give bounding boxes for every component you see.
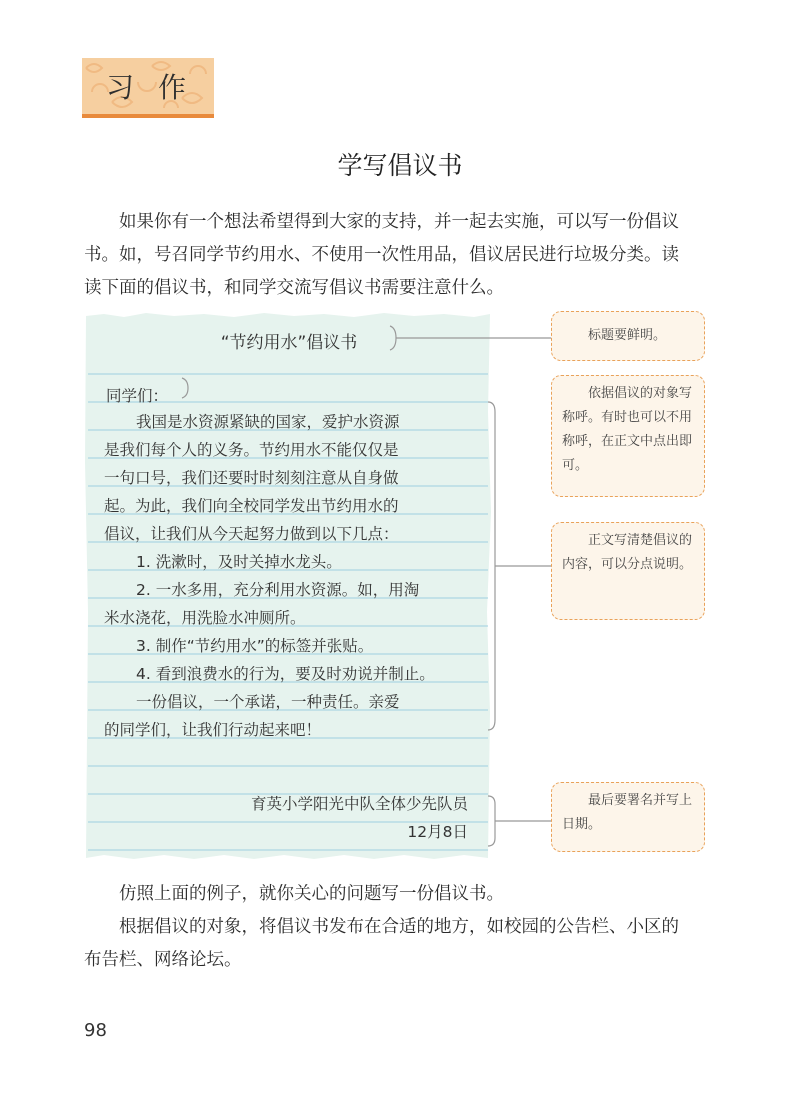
outro-paragraph [84,878,716,977]
intro-line-1: 如果你有一个想法希望得到大家的支持，并一起去实施，可以写一份倡议 [119,212,679,232]
letter-point-1: 1. 洗漱时，及时关掉水龙头。 [136,553,342,571]
letter-body-line: 我国是水资源紧缺的国家，爱护水资源 [136,413,400,431]
letter-point-4: 4. 看到浪费水的行为，要及时劝说并制止。 [136,665,435,683]
note-title: 标题要鲜明。 [551,311,705,361]
letter-body-line: 起。为此，我们向全校同学发出节约用水的 [104,497,399,515]
page-title: 学写倡议书 [337,151,463,180]
heading-bracket [390,326,396,350]
letter-signature: 育英小学阳光中队全体少先队员 [250,795,468,813]
note-signature: 最后要署名并写上日期。 [551,782,705,852]
intro-line-2: 书。如，号召同学节约用水、不使用一次性用品，倡议居民进行垃圾分类。读 [84,245,679,265]
letter-body-line: 一份倡议，一个承诺，一种责任。亲爱 [136,693,400,711]
letter-heading: “节约用水”倡议书 [220,333,358,353]
letter-body-line: 的同学们，让我们行动起来吧！ [104,721,322,739]
letter-point-2: 2. 一水多用，充分利用水资源。如，用淘 [136,581,420,599]
outro-line-1: 仿照上面的例子，就你关心的问题写一份倡议书。 [119,884,504,904]
note-salutation: 依据倡议的对象写称呼。有时也可以不用称呼，在正文中点出即可。 [551,375,705,497]
letter-body-line: 倡议，让我们从今天起努力做到以下几点： [104,525,399,543]
intro-line-3: 读下面的倡议书，和同学交流写倡议书需要注意什么。 [84,278,504,298]
body-bracket [488,402,495,730]
letter-salutation: 同学们： [106,387,169,405]
letter-point-3: 3. 制作“节约用水”的标签并张贴。 [136,637,374,655]
signature-bracket [488,796,495,846]
outro-line-2: 根据倡议的对象，将倡议书发布在合适的地方，如校园的公告栏、小区的 [119,917,679,937]
letter-body-line: 一句口号，我们还要时时刻刻注意从自身做 [104,469,399,487]
letter-body-line: 米水浇花，用洗脸水冲厕所。 [104,609,306,627]
section-label: 习作 [105,71,210,104]
letter-body-line: 是我们每个人的义务。节约用水不能仅仅是 [104,441,399,459]
page-number: 98 [84,1020,107,1041]
outro-line-3: 布告栏、网络论坛。 [84,950,242,970]
letter-date: 12月8日 [407,823,468,841]
note-body: 正文写清楚倡议的内容，可以分点说明。 [551,522,705,620]
salutation-bracket [182,378,188,398]
